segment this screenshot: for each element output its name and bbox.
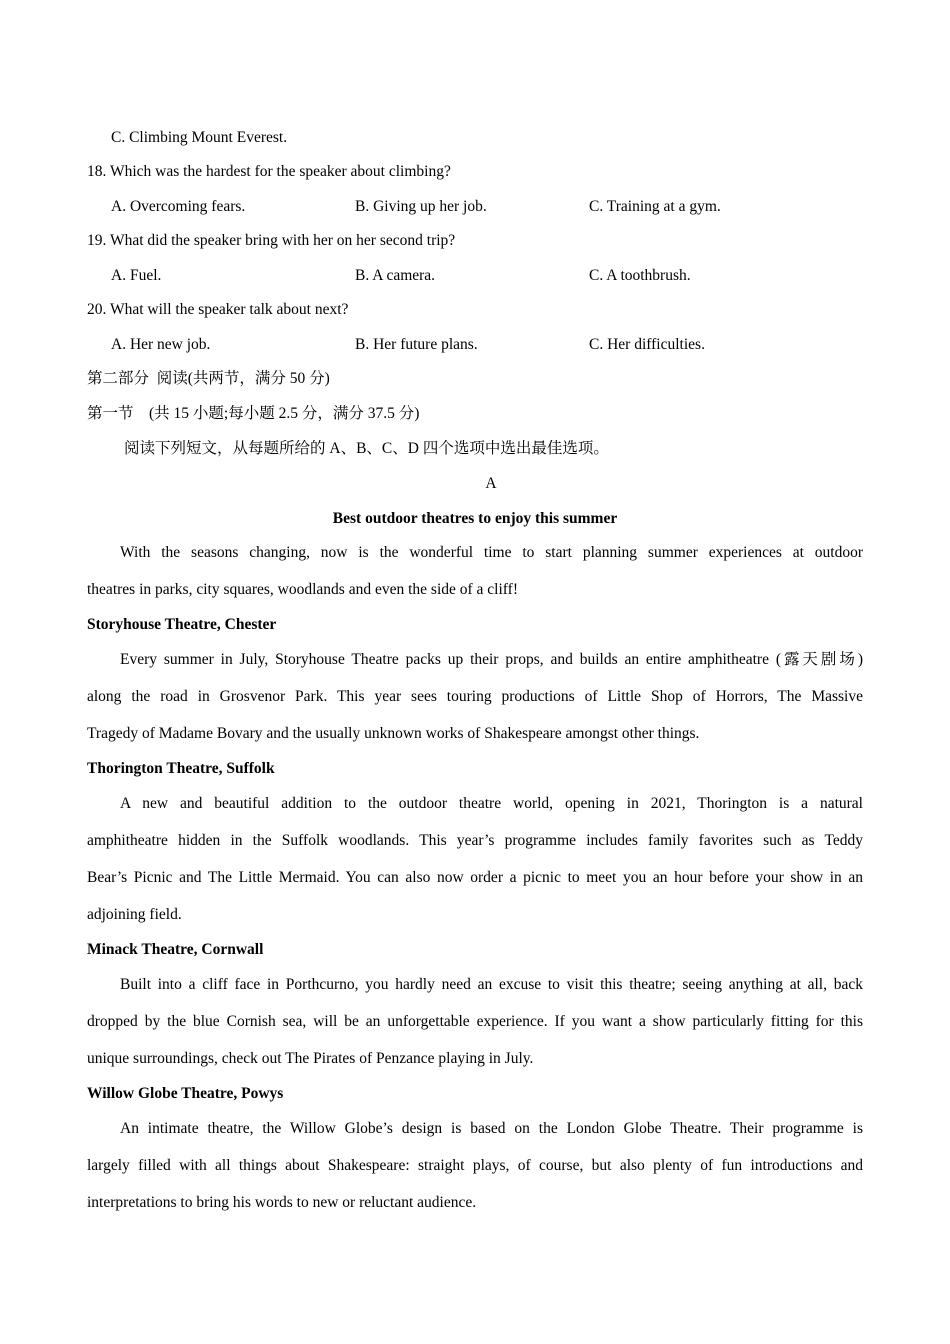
section-heading-willow-globe: Willow Globe Theatre, Powys bbox=[87, 1085, 284, 1102]
part2-section1: 第一节 (共 15 小题;每小题 2.5 分，满分 37.5 分) bbox=[87, 405, 420, 422]
storyhouse-line-1: Every summer in July, Storyhouse Theatre packs up their props, and builds an entire amphitheatre (露天剧场) bbox=[120, 651, 863, 668]
willow-line-2: largely filled with all things about Shakespeare: straight plays, of course, but also plenty of fun introductions and bbox=[87, 1157, 863, 1174]
intro-line-1: With the seasons changing, now is the wonderful time to start planning summer experiences at outdoor bbox=[120, 544, 863, 561]
q18-option-a: A. Overcoming fears. bbox=[111, 198, 246, 215]
storyhouse-line-2: along the road in Grosvenor Park. This year sees touring productions of Little Shop of Horrors, The Massive bbox=[87, 688, 863, 705]
passage-label: A bbox=[485, 475, 497, 492]
willow-line-3: interpretations to bring his words to new or reluctant audience. bbox=[87, 1194, 477, 1211]
q18-option-c: C. Training at a gym. bbox=[589, 198, 721, 215]
thorington-line-4: adjoining field. bbox=[87, 906, 182, 923]
willow-line-1: An intimate theatre, the Willow Globe’s design is based on the London Globe Theatre. Their programme is bbox=[120, 1120, 863, 1137]
part2-instruction: 阅读下列短文，从每题所给的 A、B、C、D 四个选项中选出最佳选项。 bbox=[124, 440, 609, 457]
thorington-line-1: A new and beautiful addition to the outdoor theatre world, opening in 2021, Thorington is a natural bbox=[120, 795, 863, 812]
minack-line-3: unique surroundings, check out The Pirates of Penzance playing in July. bbox=[87, 1050, 534, 1067]
q18-option-b: B. Giving up her job. bbox=[355, 198, 487, 215]
q18-question: 18. Which was the hardest for the speaker about climbing? bbox=[87, 163, 451, 180]
part2-title: 第二部分 阅读(共两节，满分 50 分) bbox=[87, 370, 330, 387]
thorington-line-3: Bear’s Picnic and The Little Mermaid. You can also now order a picnic to meet you an hour before your show in an bbox=[87, 869, 863, 886]
q19-option-c: C. A toothbrush. bbox=[589, 267, 691, 284]
q20-option-b: B. Her future plans. bbox=[355, 336, 478, 353]
q19-option-b: B. A camera. bbox=[355, 267, 436, 284]
intro-line-2: theatres in parks, city squares, woodlands and even the side of a cliff! bbox=[87, 581, 518, 598]
minack-line-1: Built into a cliff face in Porthcurno, you hardly need an excuse to visit this theatre; seeing anything at all, back bbox=[120, 976, 863, 993]
q17-option-c: C. Climbing Mount Everest. bbox=[111, 129, 288, 146]
storyhouse-line-3: Tragedy of Madame Bovary and the usually unknown works of Shakespeare amongst other things. bbox=[87, 725, 700, 742]
section-heading-thorington: Thorington Theatre, Suffolk bbox=[87, 760, 275, 777]
q19-option-a: A. Fuel. bbox=[111, 267, 162, 284]
passage-title: Best outdoor theatres to enjoy this summer bbox=[332, 510, 618, 527]
q20-option-c: C. Her difficulties. bbox=[589, 336, 705, 353]
q19-question: 19. What did the speaker bring with her on her second trip? bbox=[87, 232, 456, 249]
minack-line-2: dropped by the blue Cornish sea, will be an unforgettable experience. If you want a show particularly fitting for this bbox=[87, 1013, 863, 1030]
thorington-line-2: amphitheatre hidden in the Suffolk woodlands. This year’s programme includes family favorites such as Teddy bbox=[87, 832, 863, 849]
q20-question: 20. What will the speaker talk about next? bbox=[87, 301, 349, 318]
section-heading-minack: Minack Theatre, Cornwall bbox=[87, 941, 264, 958]
q20-option-a: A. Her new job. bbox=[111, 336, 211, 353]
section-heading-storyhouse: Storyhouse Theatre, Chester bbox=[87, 616, 277, 633]
